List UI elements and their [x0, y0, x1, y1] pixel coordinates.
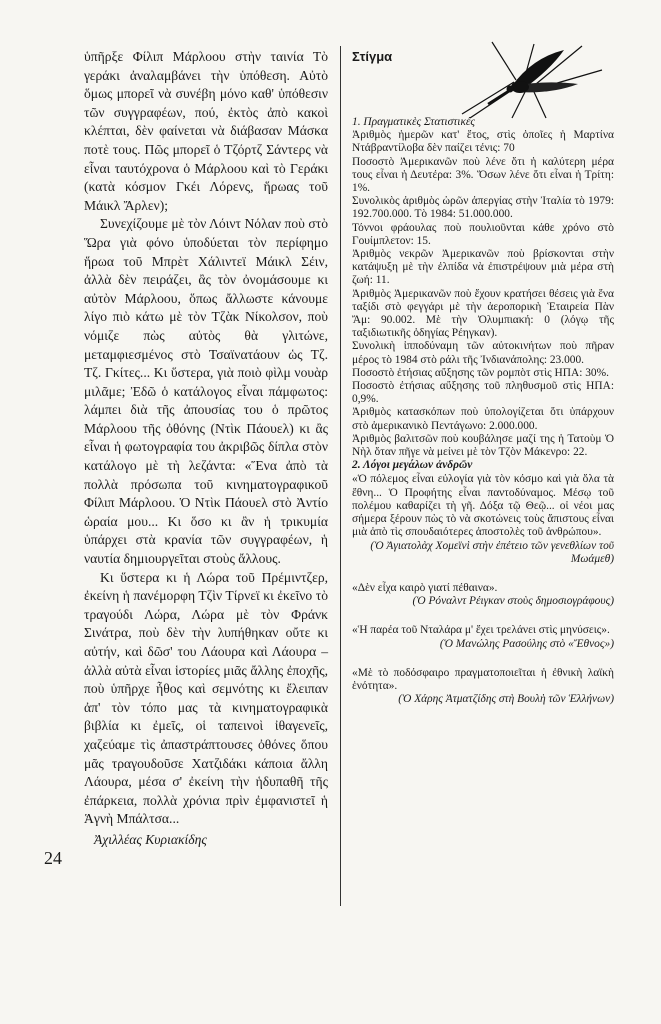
column-divider: [340, 46, 341, 906]
section-heading-quotes: 2. Λόγοι μεγάλων ἀνδρῶν: [352, 459, 473, 472]
article-author: Ἀχιλλέας Κυριακίδης: [94, 831, 207, 847]
article-column: [84, 48, 328, 850]
section-heading-statistics: 1. Πραγματικὲς Στατιστικές: [352, 116, 476, 128]
section-title: Στίγμα: [352, 49, 393, 64]
stat-item: Ἀριθμὸς ἡμερῶν κατ' ἔτος, στὶς ὁποῖες ἡ Μαρτίνα Ντάβραντίλοβα δὲν παίζει τένις: 70: [352, 129, 614, 155]
quote-attribution: (Ὁ Μανώλης Ρασούλης στὸ «Ἔθνος»): [439, 637, 614, 650]
article-paragraph-3: Κι ὕστερα κι ἡ Λώρα τοῦ Πρέμιντζερ, ἐκείνη ἡ πανέμορφη Τζὶν Τίρνεϊ κι ἐκεῖνο τὸ τραγούδι Λώρα, Λώρα μὲ τὸν Φράνκ Σινάτρα, ποὺ δὲν τὴν λυπήθηκαν οὔτε κι αὐτήν, καὶ δῶσ' του Λάουρα καὶ Λάουρα – ἀλλὰ αὐτὰ εἶναι ἱστορίες μιᾶς ἄλλης ἐποχῆς, ποὺ ὑπῆρχε ἦθος καὶ σεμνότης κι ἔλειπαν ἀπ' τὸν τόπο μας τὰ κινηματογραφικὰ βιβλία κι ἐμεῖς, οἱ ταπεινοὶ ἰθαγενεῖς, χαζεύαμε τὶς ἀπαστράπτουσες ὀθόνες ὅπου μᾶς τραγουδοῦσε Χατζιδάκι κάποια ἄλλη Λάουρα, μέσα σ' ἐκείνη τὴν ἡδυπαθῆ τῆς ἐπάρκεια, πολλὰ χρόνια πρὶν ἐμφανιστεῖ ἡ Ἁγνὴ Μπάλτσα...: [84, 569, 328, 827]
article-paragraph-2: Συνεχίζουμε μὲ τὸν Λόιντ Νόλαν ποὺ στὸ Ὥρα γιὰ φόνο ὑποδύεται τὸν περίφημο ἥρωα τοῦ Μπρὲτ Χάλιντεϊ Μάικλ Σέιν, ἀλλὰ δὲν πειράζει, ἂς τὸν ὀνομάσουμε κι αὐτὸν Μάρλοου, ὅπως ἄλλωστε κάνουμε λίγο πιὸ κάτω μὲ τὸν Τζὰκ Νίκολσον, ποὺ νόμιζε πὼς αὐτὸς θὰ γλιτώνε, μεταμφιεσμένος στὸ Τσαϊνατάουν ὡς Τζ. Τζ. Γκίτες... Κι ὕστερα, γιὰ ποιὸ φὶλμ νουὰρ μιλᾶμε; Ἐδῶ ὁ κατάλογος εἶναι πάμφωτος: λάμπει διὰ τῆς ἀπουσίας του ὁ πρῶτος Μάρλοου τῆς ὀθόνης (Ντὶκ Πάουελ) κι ἂς εἶναι ἡ φωτογραφία του ἀκριβῶς δίπλα στὸν κατάλογο μὲ τὴ λεζάντα: «Ἕνα ἀπὸ τὰ πολλὰ πρόσωπα τοῦ κινηματογραφικοῦ Φίλιπ Μάρλοου. Ὁ Ντὶκ Πάουελ στὸ Ἀντίο ὡραία μου... Κι ὅσο κι ἂν ἡ τρικυμία ὑπάρχει στὰ κρανία τῶν συγγραφέων, ἡ ναυτία δημιουργεῖται στοὺς ἄλλους.: [84, 216, 328, 567]
page-number: 24: [44, 848, 62, 868]
stat-item: Ἀριθμὸς βαλιτσῶν ποὺ κουβάλησε μαζί της ἡ Τατοὺμ Ὁ Νὴλ ὅταν πῆγε νὰ μείνει μὲ τὸν Τζὸν Μάκενρο: 22.: [352, 432, 614, 459]
stat-item: Ἀριθμὸς κατασκόπων ποὺ ὑπολογίζεται ὅτι ὑπάρχουν στὸ ἀμερικανικὸ Πεντάγωνο: 2.000.000.: [352, 406, 614, 432]
quote-text: «Μὲ τὸ ποδόσφαιρο πραγματοποιεῖται ἡ ἐθνικὴ λαϊκὴ ἑνότητα».: [352, 666, 614, 692]
quote-attribution: (Ὁ Χάρης Ἀτματζίδης στὴ Βουλὴ τῶν Ἑλλήνων): [398, 693, 614, 706]
stigma-header: [352, 46, 614, 116]
quote-text: «Δὲν εἶχα καιρὸ γιατί πέθαινα».: [352, 581, 498, 594]
quote-attribution: (Ὁ Ρόναλντ Ρέιγκαν στοὺς δημοσιογράφους): [412, 595, 614, 608]
stat-item: Τόννοι φράουλας ποὺ πουλιοῦνται κάθε χρόνο στὸ Γουίμπλετον: 15.: [352, 221, 614, 247]
stat-item: Ἀριθμὸς νεκρῶν Ἀμερικανῶν ποὺ βρίσκονται στὴν κατάψυξη μὲ τὴν ἐλπίδα νὰ ἐπιστρέψουν μιὰ μέρα στὴ ζωή: 11.: [352, 248, 614, 287]
quote-text: «Ὁ πόλεμος εἶναι εὐλογία γιὰ τὸν κόσμο καὶ γιὰ ὅλα τὰ ἔθνη... Ὁ Προφήτης εἶναι παντοδύναμος. Μέσῳ τοῦ πολέμου καθαρίζει τὴ γῆ. Δόξα τῷ Θεῷ... οἱ νέοι μας σήμερα ξέρουν πὼς τὸ νὰ σκοτώνεις τοὺς ἄπιστους εἶναι μιὰ ἀπὸ τὶς σπουδαιότερες ἀποστολὲς τοῦ ἀνθρώπου».: [352, 473, 614, 539]
stat-item: Ποσοστὸ Ἀμερικανῶν ποὺ λένε ὅτι ἡ καλύτερη μέρα τους εἶναι ἡ Δευτέρα: 3%. Ὅσων λένε ὅτι εἶναι ἡ Τρίτη: 1%.: [352, 155, 614, 195]
article-paragraph-1: ὑπῆρξε Φίλιπ Μάρλοου στὴν ταινία Τὸ γεράκι ἀναλαμβάνει τὴν ὑπόθεση. Αὐτὸ ὅμως μπορεῖ νὰ συνέβη μόνο καθ' ὑπόθεσιν τῶν συγγραφέων, πού, ἐκτὸς ἀπὸ κακοὶ κλέπται, δὲν φαίνεται νὰ διάβασαν Μάσκα ποτὲ τους. Πῶς μπορεῖ ὁ Τζόρτζ Σάντερς νὰ εἶναι ταυτόχρονα ὁ Μάρλοου καὶ τὸ Γεράκι (κατὰ κόσμον Γκέι Λόρενς, ἥρωας τοῦ Μάικλ Ἄρλεν);: [84, 49, 328, 213]
stat-item: Ποσοστὸ ἐτήσιας αὔξησης τῶν ρομπὸτ στὶς ΗΠΑ: 30%.: [352, 366, 609, 379]
stat-item: Συνολικὴ ἱπποδύναμη τῶν αὐτοκινήτων ποὺ πῆραν μέρος τὸ 1984 στὸ ράλι τῆς Ἰνδιανάπολης: 23.000.: [352, 340, 614, 366]
quote-block: [352, 624, 614, 650]
quote-block: [352, 667, 614, 707]
stigma-column: [352, 46, 614, 706]
stat-item: Ἀριθμὸς Ἀμερικανῶν ποὺ ἔχουν κρατήσει θέσεις γιὰ ἕνα ταξίδι στὸ φεγγάρι μὲ τὴν ἀεροπορικὴ Ἑταιρεία Πὰν Ἄμ: 90.002. Μὲ τὴν Ὀλυμπιακή: 0 (λόγῳ τῆς ταξιδιωτικῆς ὁδηγίας Ρέηγκαν).: [352, 287, 614, 340]
quote-block: [352, 582, 614, 608]
mosquito-icon: [452, 40, 612, 120]
quote-block: [352, 473, 614, 565]
stat-item: Συνολικὸς ἀριθμὸς ὡρῶν ἀπεργίας στὴν Ἰταλία τὸ 1979: 192.700.000. Τὸ 1984: 51.000.000.: [352, 195, 614, 221]
stat-item: Ποσοστὸ ἐτήσιας αὔξησης τοῦ πληθυσμοῦ στὶς ΗΠΑ: 0,9%.: [352, 380, 614, 406]
quote-text: «Ἡ παρέα τοῦ Νταλάρα μ' ἔχει τρελάνει στὶς μηνύσεις».: [352, 624, 610, 637]
quote-attribution: (Ὁ Ἀγιατολὰχ Χομεϊνὶ στὴν ἐπέτειο τῶν γενεθλίων τοῦ Μωάμεθ): [370, 539, 614, 565]
